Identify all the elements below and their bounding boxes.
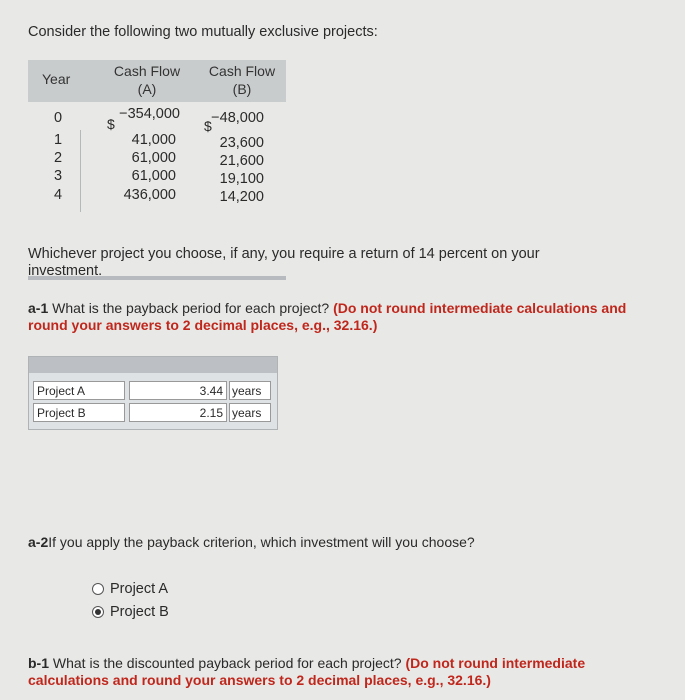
radio-circle-icon[interactable] bbox=[92, 583, 104, 595]
question-b1-instruction: (Do not round intermediate calculations and round your answers to 2 decimal places, e.g., 32.16.) bbox=[28, 655, 586, 688]
row4-a-value: 436,000 bbox=[123, 187, 176, 203]
payback-input-project-a[interactable]: 3.44 bbox=[129, 381, 227, 400]
row3-b-value: 19,100 bbox=[219, 171, 264, 187]
intro-text: Consider the following two mutually exclusive projects: bbox=[28, 24, 378, 40]
row1-a-value: 41,000 bbox=[131, 132, 176, 148]
row2-b-value: 21,600 bbox=[219, 153, 264, 169]
answer-table bbox=[28, 356, 278, 430]
answer-unit-a: years bbox=[229, 381, 271, 400]
divider bbox=[80, 130, 81, 212]
question-b1-text: What is the discounted payback period for each project? bbox=[52, 655, 402, 671]
radio-project-b[interactable] bbox=[92, 603, 169, 621]
header-a-line2: (A) bbox=[137, 81, 157, 97]
question-a2 bbox=[28, 534, 638, 551]
row3-year: 3 bbox=[53, 168, 63, 184]
radio-project-a-label: Project A bbox=[110, 581, 169, 597]
row2-a-value: 61,000 bbox=[131, 150, 176, 166]
row4-b-value: 14,200 bbox=[219, 189, 264, 205]
question-b1 bbox=[28, 655, 628, 689]
answer-table-header bbox=[29, 357, 277, 373]
header-b-line1: Cash Flow bbox=[208, 63, 276, 79]
payback-input-project-b[interactable]: 2.15 bbox=[129, 403, 227, 422]
answer-row-a bbox=[33, 381, 271, 400]
row1-b-value: 23,600 bbox=[219, 135, 264, 151]
question-a1-label: a-1 bbox=[28, 300, 49, 316]
radio-project-b-label: Project B bbox=[110, 604, 169, 620]
answer-row-b bbox=[33, 403, 271, 422]
header-a-line1: Cash Flow bbox=[113, 63, 181, 79]
row2-year: 2 bbox=[53, 150, 63, 166]
header-year: Year bbox=[42, 71, 71, 87]
answer-project-a-label: Project A bbox=[33, 381, 125, 400]
question-b1-label: b-1 bbox=[28, 655, 49, 671]
question-a1-text: What is the payback period for each project? bbox=[52, 300, 330, 316]
row0-b-currency: $ bbox=[204, 118, 212, 134]
question-a2-text: If you apply the payback criterion, which investment will you choose? bbox=[48, 534, 475, 550]
question-a2-label: a-2 bbox=[28, 534, 49, 550]
row0-b-value: −48,000 bbox=[211, 110, 264, 126]
header-cash-flow-b bbox=[200, 62, 284, 98]
required-return-text: Whichever project you choose, if any, you require a return of 14 percent on your investment. bbox=[28, 246, 540, 279]
answer-unit-b: years bbox=[229, 403, 271, 422]
radio-project-a[interactable] bbox=[92, 580, 168, 598]
row0-a-value: −354,000 bbox=[119, 106, 180, 122]
row0-a-currency: $ bbox=[107, 116, 115, 132]
header-cash-flow-a bbox=[106, 62, 188, 98]
answer-project-b-label: Project B bbox=[33, 403, 125, 422]
row4-year: 4 bbox=[53, 187, 63, 203]
row3-a-value: 61,000 bbox=[131, 168, 176, 184]
header-b-line2: (B) bbox=[232, 81, 252, 97]
question-a1-instruction: (Do not round intermediate calculations and round your answers to 2 decimal places, e.g., 32.16.) bbox=[28, 300, 627, 333]
row1-year: 1 bbox=[53, 132, 63, 148]
row0-year: 0 bbox=[53, 110, 63, 126]
question-a1 bbox=[28, 300, 638, 334]
radio-selected-icon[interactable] bbox=[92, 606, 104, 618]
